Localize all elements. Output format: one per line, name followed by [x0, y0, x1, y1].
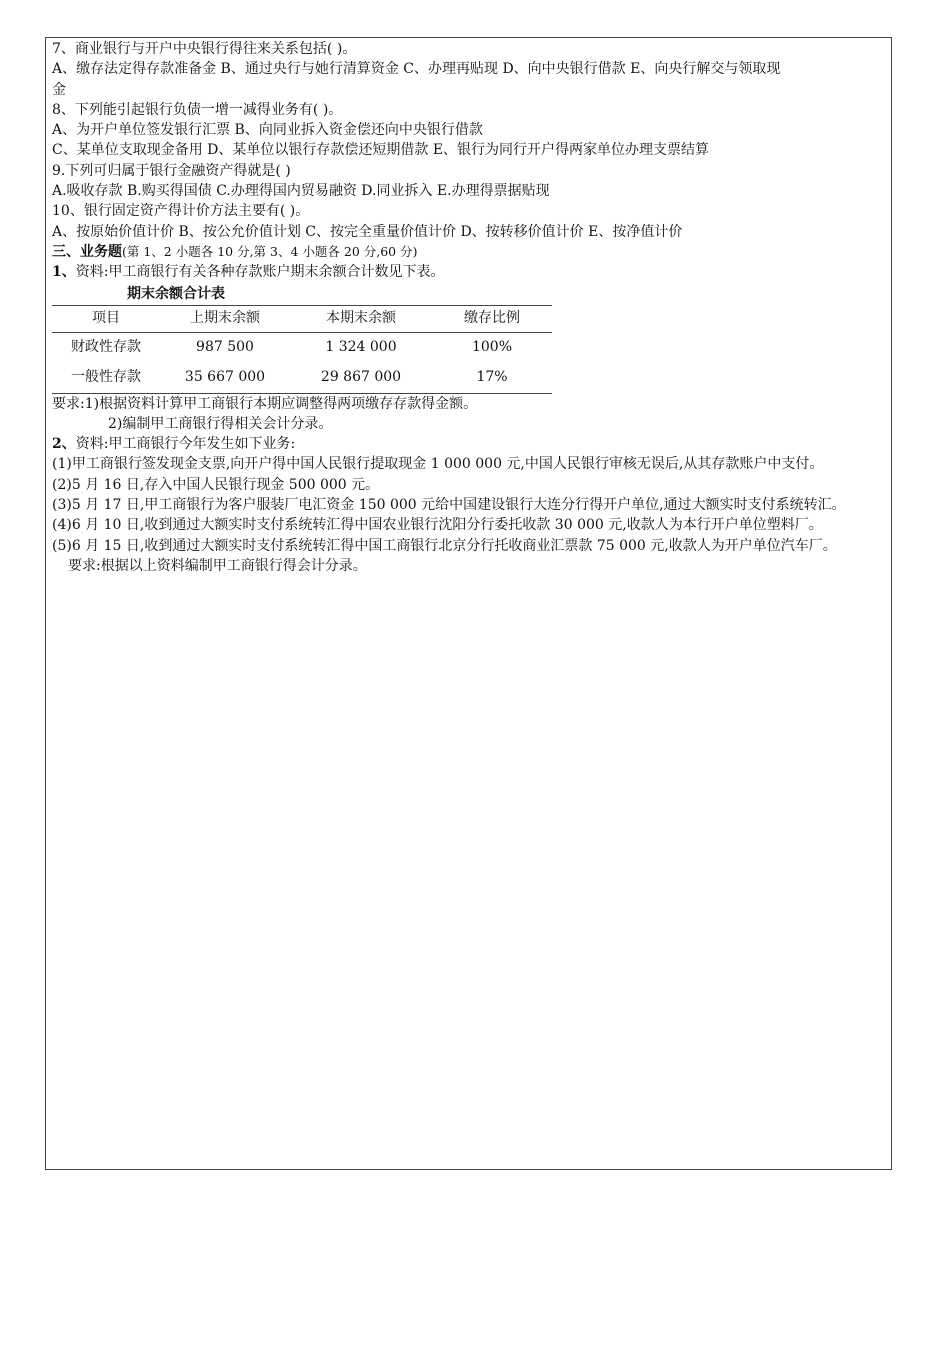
table-cell: 29 867 000 [320, 369, 402, 386]
table-cell: 17% [476, 369, 508, 386]
problem1-intro-line [52, 262, 890, 282]
q8-options-cde: C、某单位支取现金备用 D、某单位以银行存款偿还短期借款 E、银行为同行开户得两家单位办理支票结算 [52, 142, 710, 159]
problem1-intro: 资料:甲工商银行有关各种存款账户期末余额合计数见下表。 [75, 264, 445, 281]
q9-options: A.吸收存款 B.购买得国债 C.办理得国内贸易融资 D.同业拆入 E.办理得票据贴现 [52, 183, 550, 200]
problem2-intro: 资料:甲工商银行今年发生如下业务: [75, 436, 296, 453]
problem1-number: 1、 [52, 264, 76, 281]
table-header-item: 项目 [52, 305, 160, 332]
q7-options-continued: 金 [52, 81, 66, 98]
q7-stem: 7、商业银行与开户中央银行得往来关系包括( )。 [52, 41, 357, 57]
problem2-item-2: (2)5 月 16 日,存入中国人民银行现金 500 000 元。 [52, 476, 380, 493]
q8-options-ab: A、为开户单位签发银行汇票 B、向同业拆入资金偿还向中央银行借款 [52, 122, 483, 139]
problem2-number: 2、 [52, 436, 76, 453]
table-row [52, 363, 552, 394]
table-header-row [52, 305, 552, 332]
table-cell: 财政性存款 [71, 339, 141, 356]
table-cell: 987 500 [196, 339, 254, 356]
section3-score-note: (第 1、2 小题各 10 分,第 3、4 小题各 20 分,60 分) [122, 243, 418, 259]
table-row [52, 332, 552, 363]
problem1-requirement-1: 要求:1)根据资料计算甲工商银行本期应调整得两项缴存存款得金额。 [52, 395, 478, 412]
section3-title: 三、业务题 [52, 243, 122, 260]
table-header-current-balance: 本期末余额 [290, 305, 432, 332]
balance-table-title: 期末余额合计表 [127, 285, 225, 302]
table-cell: 100% [471, 339, 513, 356]
table-cell: 一般性存款 [71, 369, 141, 386]
problem2-item-3: (3)5 月 17 日,甲工商银行为客户服装厂电汇资金 150 000 元给中国建设银行大连分行得开户单位,通过大额实时支付系统转汇。 [52, 497, 846, 514]
q9-stem: 9.下列可归属于银行金融资产得就是( ) [52, 162, 291, 179]
problem2-item-1: (1)甲工商银行签发现金支票,向开户得中国人民银行提取现金 1 000 000 元,中国人民银行审核无误后,从其存款账户中支付。 [52, 456, 824, 473]
balance-table-block [52, 283, 552, 394]
problem2-intro-line [52, 434, 890, 454]
table-header-deposit-ratio: 缴存比例 [432, 305, 552, 332]
table-cell: 35 667 000 [184, 369, 266, 386]
problem1-requirement-2: 2)编制甲工商银行得相关会计分录。 [108, 415, 333, 432]
q8-stem: 8、下列能引起银行负债一增一减得业务有( )。 [52, 101, 343, 118]
section3-heading [52, 242, 890, 262]
q7-options: A、缴存法定得存款准备金 B、通过央行与她行清算资金 C、办理再贴现 D、向中央银行借款 E、向央行解交与领取现 [52, 61, 781, 78]
table-header-previous-balance: 上期末余额 [160, 305, 290, 332]
problem2-item-5: (5)6 月 15 日,收到通过大额实时支付系统转汇得中国工商银行北京分行托收商业汇票款 75 000 元,收款人为开户单位汽车厂。 [52, 537, 837, 554]
document-content [52, 39, 890, 576]
balance-table [52, 305, 552, 394]
table-cell: 1 324 000 [325, 339, 397, 356]
problem2-requirement: 要求:根据以上资料编制甲工商银行得会计分录。 [68, 557, 367, 574]
problem2-item-4: (4)6 月 10 日,收到通过大额实时支付系统转汇得中国农业银行沈阳分行委托收款 30 000 元,收款人为本行开户单位塑料厂。 [52, 517, 823, 534]
q10-options: A、按原始价值计价 B、按公允价值计划 C、按完全重量价值计价 D、按转移价值计价 E、按净值计价 [52, 223, 683, 240]
q10-stem: 10、银行固定资产得计价方法主要有( )。 [52, 203, 310, 220]
